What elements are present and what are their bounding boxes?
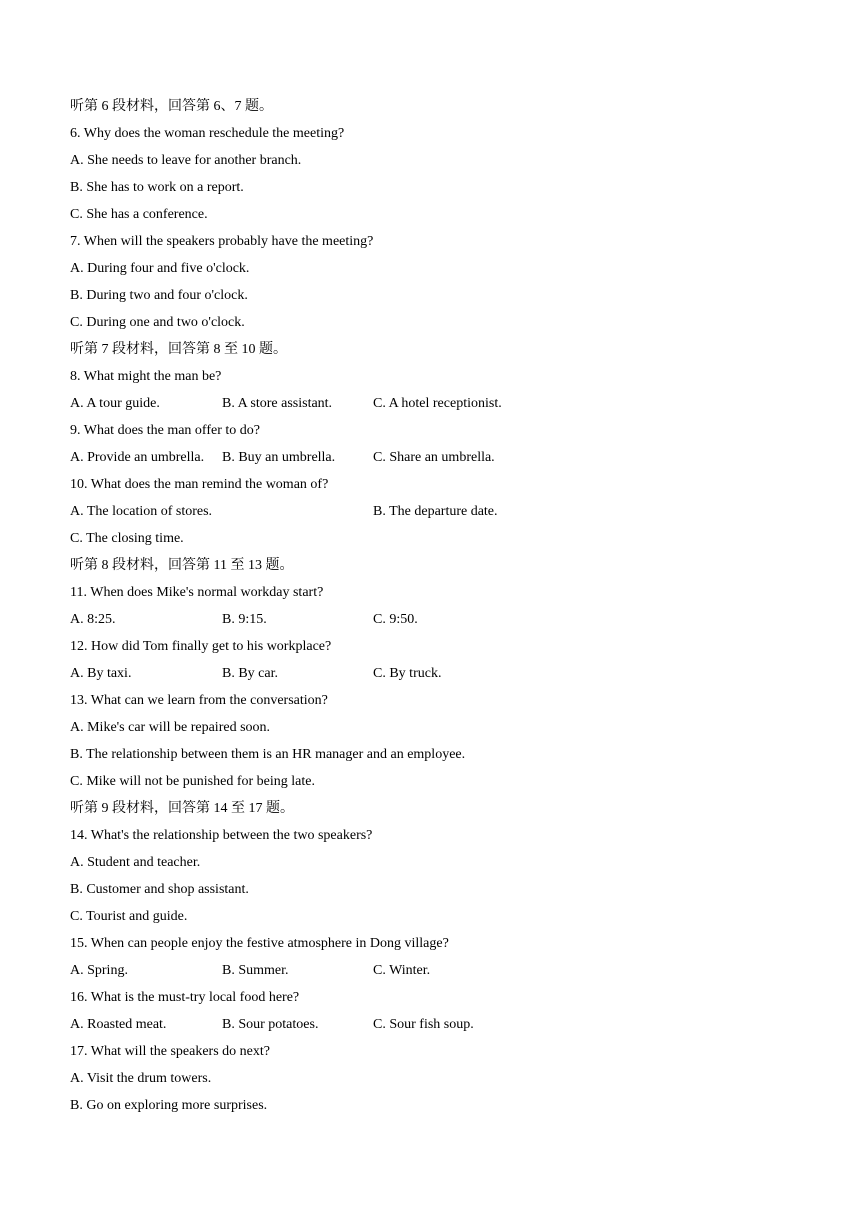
answer-option: A. By taxi. [70, 666, 132, 681]
answer-option: B. Customer and shop assistant. [70, 882, 249, 897]
question-stem: 9. What does the man offer to do? [70, 423, 260, 438]
section-heading: 听第 8 段材料，回答第 11 至 13 题。 [70, 558, 294, 573]
answer-option: C. Sour fish soup. [373, 1017, 474, 1032]
answer-option: B. During two and four o'clock. [70, 288, 248, 303]
options-row [70, 660, 830, 687]
options-row [70, 390, 830, 417]
question-stem: 15. When can people enjoy the festive atmosphere in Dong village? [70, 936, 449, 951]
question-stem: 13. What can we learn from the conversation? [70, 693, 328, 708]
section-heading: 听第 7 段材料，回答第 8 至 10 题。 [70, 342, 287, 357]
question-stem: 10. What does the man remind the woman of? [70, 477, 329, 492]
answer-option: B. She has to work on a report. [70, 180, 244, 195]
answer-option: C. By truck. [373, 666, 442, 681]
answer-option: B. 9:15. [222, 612, 267, 627]
answer-option: A. Mike's car will be repaired soon. [70, 720, 271, 735]
question-stem: 14. What's the relationship between the two speakers? [70, 828, 373, 843]
answer-option: C. 9:50. [373, 612, 418, 627]
answer-option: A. Spring. [70, 963, 128, 978]
answer-option: A. Provide an umbrella. [70, 450, 205, 465]
answer-option: B. Summer. [222, 963, 289, 978]
answer-option: A. Student and teacher. [70, 855, 201, 870]
answer-option: C. Share an umbrella. [373, 450, 495, 465]
question-stem: 17. What will the speakers do next? [70, 1044, 270, 1059]
answer-option: C. The closing time. [70, 531, 184, 546]
question-stem: 6. Why does the woman reschedule the meeting? [70, 126, 345, 141]
answer-option: A. She needs to leave for another branch. [70, 153, 302, 168]
answer-option: A. The location of stores. [70, 504, 213, 519]
answer-option: B. Go on exploring more surprises. [70, 1098, 268, 1113]
options-row [70, 606, 830, 633]
answer-option: C. She has a conference. [70, 207, 208, 222]
answer-option: A. Visit the drum towers. [70, 1071, 212, 1086]
answer-option: A. 8:25. [70, 612, 116, 627]
answer-option: B. The departure date. [373, 504, 498, 519]
question-stem: 7. When will the speakers probably have the meeting? [70, 234, 374, 249]
options-row [70, 957, 830, 984]
answer-option: B. By car. [222, 666, 278, 681]
answer-option: A. During four and five o'clock. [70, 261, 250, 276]
options-row [70, 444, 830, 471]
answer-option: A. Roasted meat. [70, 1017, 167, 1032]
question-stem: 8. What might the man be? [70, 369, 222, 384]
answer-option: C. Tourist and guide. [70, 909, 188, 924]
options-row [70, 498, 830, 525]
answer-option: C. A hotel receptionist. [373, 396, 502, 411]
exam-page [70, 93, 830, 1119]
question-stem: 11. When does Mike's normal workday start? [70, 585, 324, 600]
answer-option: B. Buy an umbrella. [222, 450, 336, 465]
answer-option: B. A store assistant. [222, 396, 333, 411]
answer-option: B. The relationship between them is an HR manager and an employee. [70, 747, 466, 762]
section-heading: 听第 6 段材料，回答第 6、7 题。 [70, 99, 273, 114]
answer-option: B. Sour potatoes. [222, 1017, 319, 1032]
answer-option: C. During one and two o'clock. [70, 315, 245, 330]
answer-option: C. Mike will not be punished for being late. [70, 774, 315, 789]
options-row [70, 1011, 830, 1038]
answer-option: A. A tour guide. [70, 396, 160, 411]
question-stem: 16. What is the must-try local food here? [70, 990, 300, 1005]
section-heading: 听第 9 段材料，回答第 14 至 17 题。 [70, 801, 294, 816]
question-stem: 12. How did Tom finally get to his workplace? [70, 639, 332, 654]
answer-option: C. Winter. [373, 963, 431, 978]
